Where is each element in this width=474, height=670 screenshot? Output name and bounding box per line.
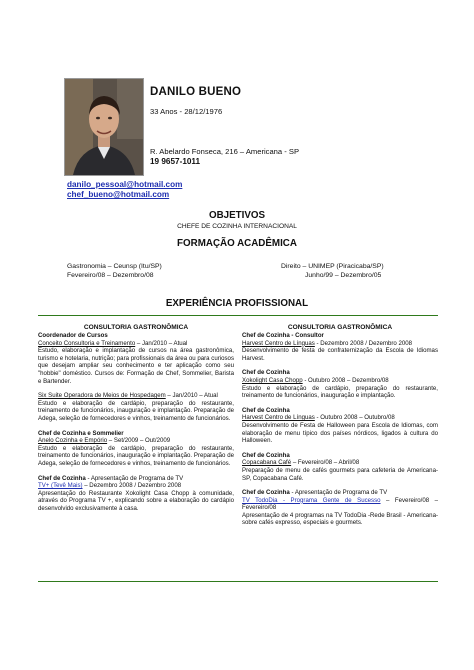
formacao-left-period: Fevereiro/08 – Dezembro/08 xyxy=(67,272,154,279)
entry-role: Chef de Cozinha xyxy=(38,474,86,482)
right-column-heading: CONSULTORIA GASTRONÔMICA xyxy=(287,324,393,331)
entry-period: – Dezembro 2008 / Dezembro 2008 xyxy=(82,482,182,490)
left-column-heading: CONSULTORIA GASTRONÔMICA xyxy=(83,324,189,331)
experience-entry xyxy=(38,332,234,385)
email-link-professional[interactable]: chef_bueno@hotmail.com xyxy=(67,190,170,199)
section-divider-top xyxy=(38,315,438,316)
formacao-left-course: Gastronomia – Ceunsp (Itu/SP) xyxy=(67,263,162,270)
section-divider-bottom xyxy=(38,581,438,582)
entry-company: Copacabana Café xyxy=(242,459,292,467)
experience-right-column xyxy=(242,324,438,527)
experiencia-title: EXPERIÊNCIA PROFISSIONAL xyxy=(165,298,309,309)
entry-role-extra: - Apresentação de Programa de TV xyxy=(85,474,184,482)
email-link-personal[interactable]: danilo_pessoal@hotmail.com xyxy=(67,180,183,189)
entry-role: Chef de Cozinha xyxy=(242,406,290,414)
profile-photo xyxy=(64,78,144,176)
entry-company: Conceito Consultoria e Treinamento xyxy=(38,339,136,347)
entry-period: - Outubro 2008 – Dezembro/08 xyxy=(302,376,389,384)
entry-description: Desenvolvimento de festa de confraternização da Escola de Idiomas Harvest. xyxy=(242,347,438,362)
experience-entry xyxy=(38,392,234,422)
entry-description: Estudo e elaboração de cardápio, preparação do restaurante, treinamento de funcionários, inauguração e implantação. xyxy=(242,384,438,400)
entry-description: Apresentação de 4 programas na TV TodoDia -Rede Brasil - Americana- sobre cafés expresso, especiais e gourmets. xyxy=(242,511,438,527)
experience-left-column xyxy=(38,324,234,512)
entry-description: Estudo e elaboração de cardápio, preparação do restaurante, treinamento de funcionários, inauguração e implantação. Preparação de Adega, seleção de fornecedores e vinhos, treinamento de funcionários. xyxy=(38,399,234,422)
candidate-name: DANILO BUENO xyxy=(150,86,242,98)
experience-entry xyxy=(242,489,438,527)
objetivos-title: OBJETIVOS xyxy=(208,210,266,221)
entry-period: - Dezembro 2008 / Dezembro 2008 xyxy=(314,339,413,347)
entry-company: Six Suite Operadora de Meios de Hospedagem xyxy=(38,392,166,400)
entry-role: Chef de Cozinha xyxy=(242,451,290,459)
experience-entry xyxy=(38,430,234,468)
entry-period: – Jan/2010 – Atual xyxy=(165,392,218,400)
entry-company: Anelo Cozinha e Empório xyxy=(38,437,108,445)
entry-period: - Outubro 2008 – Outubro/08 xyxy=(314,414,395,422)
entry-role: Chef de Cozinha - Consultor xyxy=(242,332,324,339)
entry-description: Estudo e elaboração de cardápio, preparação do restaurante, treinamento de funcionários, inauguração e implantação. Preparação de Adega, seleção de fornecedores e vinhos, treinamento de funcionários. xyxy=(38,444,234,467)
entry-description: Desenvolvimento de Festa de Halloween para Escola de Idiomas, com elaboração de menu típico dos países nórdicos, ligados à cultura do Halloween. xyxy=(242,421,438,445)
experience-entry xyxy=(242,452,438,482)
experience-entry xyxy=(38,475,234,513)
entry-company: TV TodoDia - Programa Gente de Sucesso xyxy=(242,496,381,504)
entry-description: Estudo, elaboração e implantação de cursos na área gastronômica, turismo e hotelaria, nutrição; para profissionais da área ou para curiosos que desejam ampliar seu conhecimento e ter aplicação como seu "hobbie" doméstico. Cursos de: Formação de Chef, Sommelier, Barista e Bartender. xyxy=(38,347,234,385)
entry-role: Coordenador de Cursos xyxy=(38,332,108,339)
entry-role-extra: - Apresentação de Programa de TV xyxy=(289,489,388,497)
formacao-title: FORMAÇÃO ACADÊMICA xyxy=(177,238,297,249)
entry-description: Preparação de menu de cafés gourmets para cafeteria de Americana-SP, Copacabana Café. xyxy=(242,466,438,482)
formacao-right-course: Direito – UNIMEP (Piracicaba/SP) xyxy=(281,263,384,270)
entry-company: Harvest Centro de Línguas xyxy=(242,414,315,422)
entry-period: – Fevereiro/08 – Fevereiro/08 xyxy=(242,496,438,512)
address: R. Abelardo Fonseca, 216 – Americana - SP xyxy=(150,147,300,156)
phone-number: 19 9657-1011 xyxy=(150,157,201,166)
entry-company: Harvest Centro de Línguas xyxy=(242,339,315,347)
entry-company: TV+ (Tevê Mais) xyxy=(38,482,83,490)
entry-period: – Fevereiro/08 – Abril/08 xyxy=(291,459,360,467)
entry-description: Apresentação do Restaurante Xokolight Casa Chopp à comunidade, através do Programa TV +, explicando sobre a elaboração do cardápio desenvolvido exclusivamente à casa. xyxy=(38,489,234,512)
person-portrait-icon xyxy=(65,79,143,175)
formacao-right-period: Junho/99 – Dezembro/05 xyxy=(305,272,382,279)
entry-company: Xokolight Casa Chopp xyxy=(242,376,303,384)
entry-role: Chef de Cozinha e Sommelier xyxy=(38,429,124,437)
experience-entry xyxy=(242,332,438,362)
experience-entry xyxy=(242,369,438,399)
entry-period: – Set/2009 – Out/2009 xyxy=(107,437,171,445)
age-birthdate: 33 Anos - 28/12/1976 xyxy=(150,107,223,116)
entry-role: Chef de Cozinha xyxy=(242,489,290,497)
experience-entry xyxy=(242,407,438,445)
objetivos-text: CHEFE DE COZINHA INTERNACIONAL xyxy=(177,223,297,230)
entry-role: Chef de Cozinha xyxy=(242,369,290,377)
entry-period: – Jan/2010 – Atual xyxy=(135,339,188,347)
